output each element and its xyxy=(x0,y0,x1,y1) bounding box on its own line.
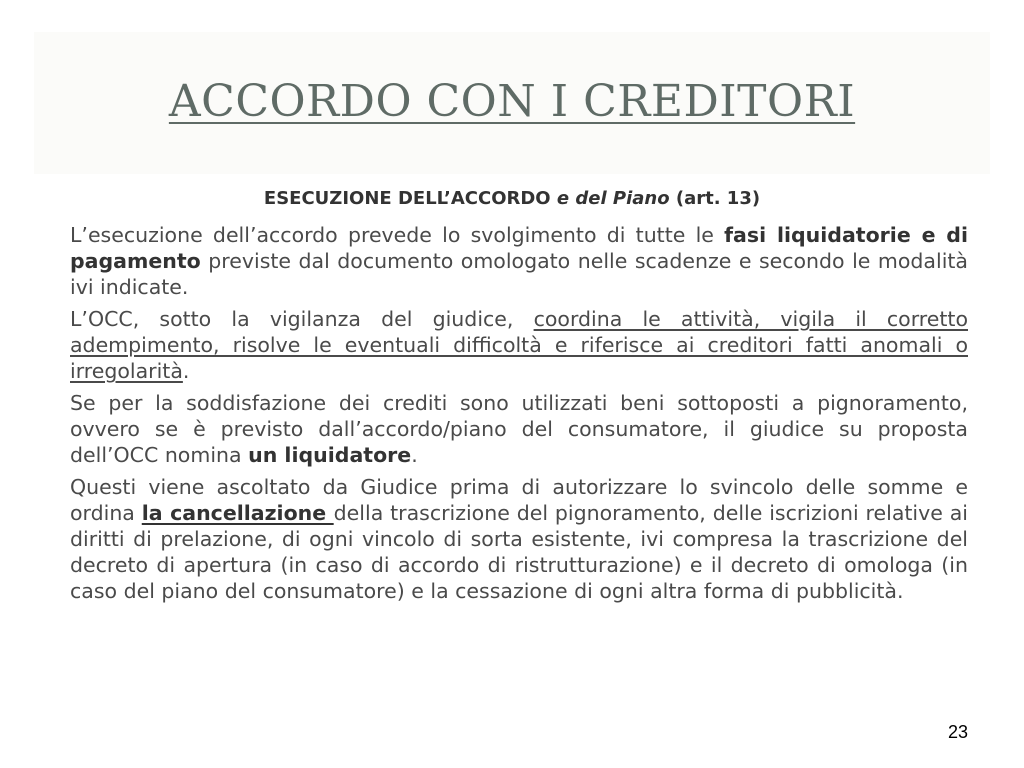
paragraph-text: . xyxy=(182,359,190,383)
underlined-text: coordina le attività, vigila il corretto adempimento, risolve le eventuali difficoltà e riferisce ai creditori fatti anomali o irregolarità xyxy=(70,307,968,383)
paragraph-occ xyxy=(70,306,968,384)
section-heading xyxy=(0,186,1024,212)
emphasis-text: un liquidatore xyxy=(248,443,412,467)
paragraph-text: della trascrizione del pignoramento, delle iscrizioni relative ai diritti di prelazione, di ogni vincolo di sorta esistente, ivi compresa la trascrizione del decreto di apertura (in caso di accordo di ristrutturazione) e il decreto di omologa (in caso del piano del consumatore) e la cessazione di ogni altra forma di pubblicità. xyxy=(70,501,968,603)
slide-body xyxy=(70,222,968,610)
slide-title: ACCORDO CON I CREDITORI xyxy=(168,76,856,127)
section-heading-main: ESECUZIONE DELL’ACCORDO xyxy=(263,188,557,209)
bold-underlined-text: la cancellazione xyxy=(141,501,334,525)
paragraph-text: L’OCC, sotto la vigilanza del giudice, xyxy=(70,307,534,331)
paragraph-liquidator xyxy=(70,390,968,468)
paragraph-cancellation xyxy=(70,474,968,604)
emphasis-text: fasi liquidatorie e di pagamento xyxy=(70,223,969,273)
paragraph-text: . xyxy=(411,443,418,467)
page-number: 23 xyxy=(947,722,968,742)
paragraph-text: Questi viene ascoltato da Giudice prima di autorizzare lo svincolo delle somme e ordina xyxy=(70,475,968,525)
section-heading-article: (art. 13) xyxy=(669,188,761,209)
paragraph-execution xyxy=(70,222,968,300)
paragraph-text: previste dal documento omologato nelle scadenze e secondo le modalità ivi indicate. xyxy=(70,249,968,299)
section-heading-italic: e del Piano xyxy=(556,188,670,209)
paragraph-text: L’esecuzione dell’accordo prevede lo svolgimento di tutte le xyxy=(70,223,725,247)
bold-underline-wrapper xyxy=(142,501,334,525)
paragraph-text: Se per la soddisfazione dei crediti sono utilizzati beni sottoposti a pignoramento, ovvero se è previsto dall’accordo/piano del consumatore, il giudice su proposta dell’OCC nomina xyxy=(70,391,968,467)
